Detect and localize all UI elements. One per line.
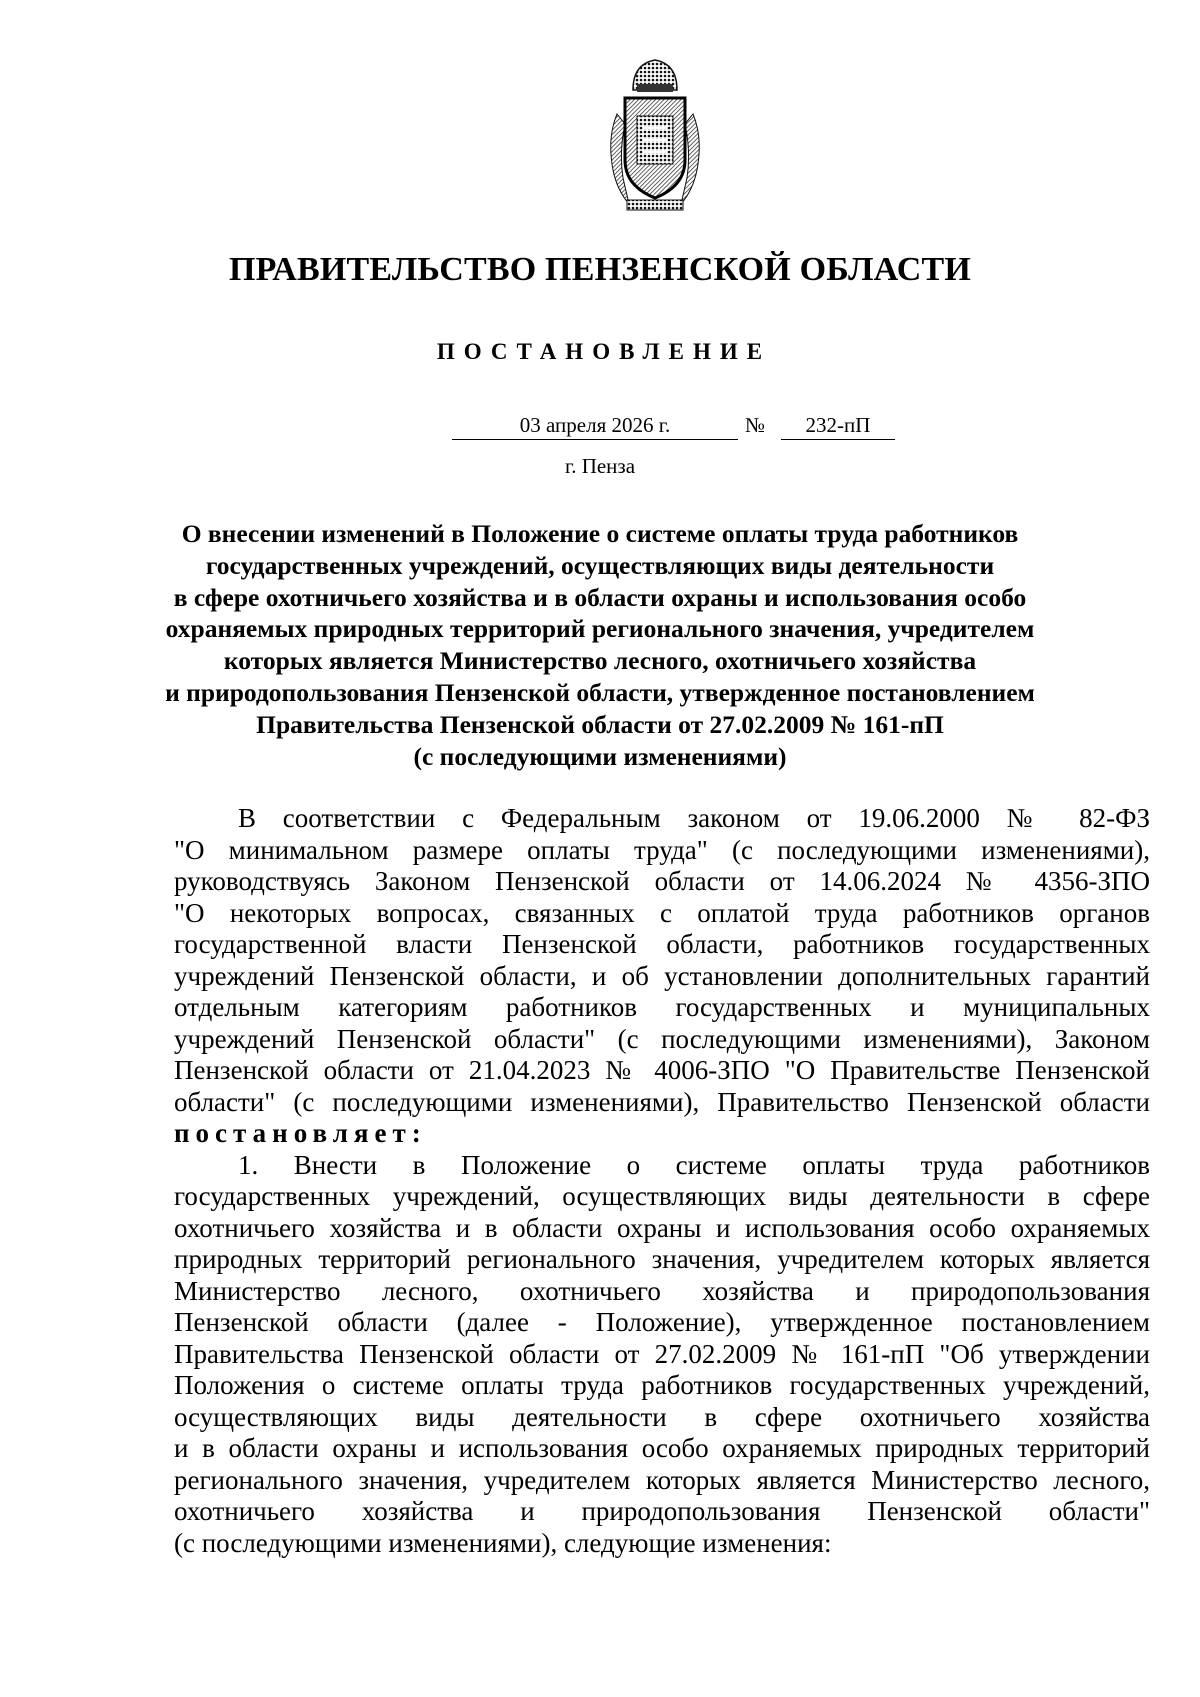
body-line: природных территорий регионального значения, учредителем которых является [174,1244,1150,1274]
body-line: Министерство лесного, охотничьего хозяйства и природопользования [174,1275,1150,1306]
body-line: охотничьего хозяйства и в области охраны и использования особо охраняемых [174,1212,1150,1243]
body-line: Пензенской области (далее - Положение), утвержденное постановлением [174,1307,1150,1337]
title-line: (с последующими изменениями) [413,741,787,771]
number-sign: № [745,413,766,437]
body-line: области" (с последующими изменениями), Правительство Пензенской области [174,1086,1150,1117]
body-line: В соответствии с Федеральным законом от 19.06.2000 № 82-ФЗ [238,803,1150,833]
body-line: Правительства Пензенской области от 27.02.2009 № 161-пП "Об утверждении [174,1338,1150,1369]
body-line: учреждений Пензенской области" (с последующими изменениями), Законом [174,1023,1150,1054]
document-date: 03 апреля 2026 г. [452,411,738,440]
body-line: отдельным категориям работников государственных и муниципальных [174,992,1150,1022]
body-line: Пензенской области от 21.04.2023 № 4006-ЗПО "О Правительстве Пензенской [174,1055,1150,1085]
body-line: (с последующими изменениями), следующие изменения: [174,1527,832,1558]
body-line: осуществляющих виды деятельности в сфере охотничьего хозяйства [174,1401,1150,1432]
title-line: в сфере охотничьего хозяйства и в области охраны и использования особо [173,582,1027,612]
body-line: государственных учреждений, осуществляющих виды деятельности в сфере [174,1181,1150,1211]
body-line: регионального значения, учредителем которых является Министерство лесного, [174,1464,1150,1495]
title-line: охраняемых природных территорий регионального значения, учредителем [165,614,1035,644]
body-line: государственной власти Пензенской области, работников государственных [174,929,1150,959]
document-city: г. Пенза [564,454,636,478]
title-line: и природопользования Пензенской области, утвержденное постановлением [165,677,1035,707]
resolves-word: постановляет: [174,1118,427,1148]
body-line: руководствуясь Законом Пензенской области от 14.06.2024 № 4356-ЗПО [174,866,1150,896]
document-number: 232-пП [781,411,895,440]
body-line: Положения о системе оплаты труда работников государственных учреждений, [174,1370,1150,1400]
document-body [174,803,1150,1559]
coat-of-arms-emblem [603,54,707,212]
body-line: и в области охраны и использования особо охраняемых природных территорий [174,1433,1150,1463]
title-line: которых является Министерство лесного, охотничьего хозяйства [223,646,977,676]
title-line: Правительства Пензенской области от 27.02.2009 № 161-пП [256,709,944,739]
body-line: 1. Внести в Положение о системе оплаты труда работников [238,1149,1150,1180]
document-title [0,518,1200,772]
organization-name: ПРАВИТЕЛЬСТВО ПЕНЗЕНСКОЙ ОБЛАСТИ [228,251,971,288]
document-type: ПОСТАНОВЛЕНИЕ [436,339,772,364]
body-line: "О некоторых вопросах, связанных с оплатой труда работников органов [174,897,1150,928]
body-line: охотничьего хозяйства и природопользования Пензенской области" [174,1496,1150,1526]
body-line: "О минимальном размере оплаты труда" (с последующими изменениями), [174,834,1150,865]
title-line: государственных учреждений, осуществляющих виды деятельности [205,550,995,580]
title-line: О внесении изменений в Положение о системе оплаты труда работников [181,519,1019,548]
body-line: учреждений Пензенской области, и об установлении дополнительных гарантий [174,960,1150,991]
date-number-line [0,411,1200,443]
